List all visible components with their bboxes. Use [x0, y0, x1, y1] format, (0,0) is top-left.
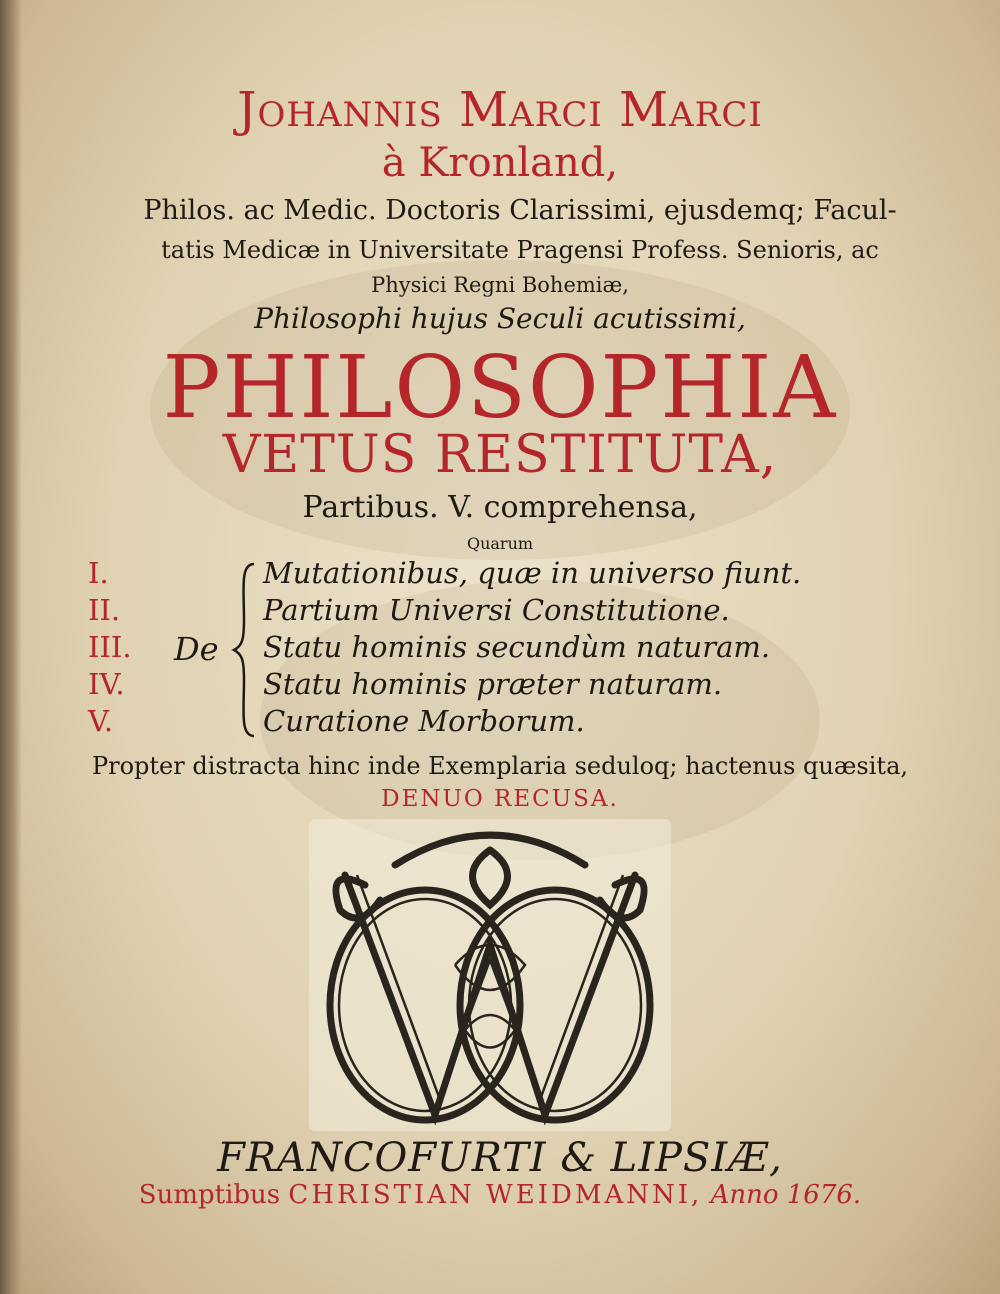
part-numeral: III.	[88, 630, 132, 664]
part-numeral: IV.	[88, 667, 125, 701]
part-numeral: V.	[88, 704, 114, 738]
parts-list	[88, 556, 888, 746]
publisher-name: CHRISTIAN WEIDMANNI,	[288, 1180, 703, 1210]
credentials-line-2: tatis Medicæ in Universitate Pragensi Profess. Senioris, ac	[161, 236, 879, 264]
part-subject: Mutationibus, quæ in universo fiunt.	[263, 556, 802, 590]
imprint-prefix: Sumptibus	[138, 1180, 281, 1210]
de-label: De	[174, 630, 219, 668]
part-row	[88, 667, 888, 705]
imprint-line	[0, 1180, 1000, 1210]
part-row	[88, 593, 888, 631]
part-subject: Statu hominis præter naturam.	[263, 667, 723, 701]
part-row	[88, 556, 888, 594]
curly-brace-icon	[230, 560, 260, 740]
credentials-line-1: Philos. ac Medic. Doctoris Clarissimi, ejusdemq; Facul-	[143, 195, 897, 226]
book-title: PHILOSOPHIA	[162, 338, 838, 438]
parts-intro: Partibus. V. comprehensa,	[302, 490, 698, 525]
printer-monogram-emblem-icon	[305, 815, 675, 1135]
part-row	[88, 704, 888, 742]
book-subtitle: VETUS RESTITUTA,	[222, 425, 778, 485]
part-numeral: I.	[88, 556, 109, 590]
epithet: Philosophi hujus Seculi acutissimi,	[254, 302, 746, 335]
author-place: à Kronland,	[381, 140, 619, 186]
part-subject: Partium Universi Constitutione.	[263, 593, 730, 627]
part-subject: Curatione Morborum.	[263, 704, 585, 738]
part-numeral: II.	[88, 593, 121, 627]
denuo-recusa: DENUO RECUSA.	[381, 786, 619, 812]
imprint-city: FRANCOFURTI & LIPSIÆ,	[217, 1135, 783, 1181]
part-subject: Statu hominis secundùm naturam.	[263, 630, 771, 664]
propter-line: Propter distracta hinc inde Exemplaria seduloq; hactenus quæsita,	[91, 752, 909, 780]
quarum-label: Quarum	[466, 534, 534, 553]
publication-year: Anno 1676.	[710, 1180, 862, 1210]
page-left-edge	[0, 0, 22, 1294]
author-name: Johannis Marci Marci	[237, 82, 763, 138]
credentials-line-3: Physici Regni Bohemiæ,	[371, 273, 629, 297]
